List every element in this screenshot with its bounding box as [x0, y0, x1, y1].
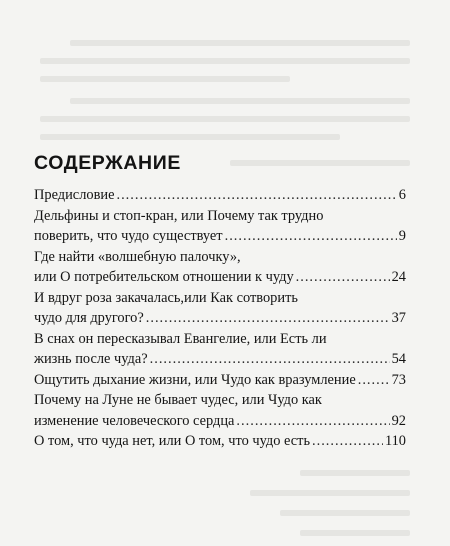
toc-leader-dots — [296, 267, 390, 288]
toc-leader-dots — [116, 185, 396, 206]
table-of-contents-page — [34, 150, 406, 452]
toc-entry-title-cont: изменение человеческого сердца — [34, 412, 235, 429]
toc-entry-title-cont: или О потребительском отношении к чуду — [34, 269, 294, 285]
toc-entry-preface — [34, 185, 406, 206]
toc-page-number: 37 — [391, 310, 406, 326]
toc-entry-no-miracle — [34, 431, 406, 452]
toc-page-number: 6 — [398, 187, 406, 203]
toc-entry-title: Дельфины и стоп-кран, или Почему так трудно — [34, 207, 324, 224]
toc-leader-dots — [146, 308, 390, 329]
toc-list — [34, 185, 406, 452]
toc-entry-title: И вдруг роза закачалась,или Как сотворить — [34, 289, 298, 306]
toc-entry-title: Ощутить дыхание жизни, или Чудо как вразумление — [34, 371, 356, 388]
toc-page-number: 110 — [384, 433, 406, 449]
toc-page-number: 54 — [391, 351, 406, 367]
toc-page-number: 73 — [391, 371, 406, 388]
toc-heading: СОДЕРЖАНИЕ — [34, 152, 181, 174]
toc-leader-dots — [312, 431, 383, 452]
toc-page-number: 24 — [391, 269, 406, 285]
toc-entry-title: Предисловие — [34, 187, 115, 203]
toc-page-number: 92 — [391, 412, 406, 429]
toc-page-number: 9 — [398, 228, 406, 244]
toc-entry-title-cont: чудо для другого? — [34, 310, 144, 326]
toc-leader-dots — [236, 411, 389, 432]
toc-entry-title: Где найти «волшебную палочку», — [34, 248, 241, 265]
toc-leader-dots — [150, 349, 390, 370]
toc-leader-dots — [358, 370, 390, 391]
toc-entry-title-cont: жизнь после чуда? — [34, 351, 148, 367]
toc-entry-title: Почему на Луне не бывает чудес, или Чудо как — [34, 392, 322, 408]
toc-entry-dolphins — [34, 206, 406, 247]
toc-entry-breath-of-life — [34, 370, 406, 391]
toc-entry-magic-wand — [34, 247, 406, 288]
toc-entry-title: В снах он пересказывал Евангелие, или Есть ли — [34, 330, 327, 347]
toc-leader-dots — [225, 226, 397, 247]
toc-entry-title-cont: поверить, что чудо существует — [34, 228, 223, 244]
toc-entry-dreams — [34, 329, 406, 370]
toc-entry-moon — [34, 390, 406, 431]
toc-entry-rose — [34, 288, 406, 329]
toc-entry-title: О том, что чуда нет, или О том, что чудо есть — [34, 433, 311, 449]
